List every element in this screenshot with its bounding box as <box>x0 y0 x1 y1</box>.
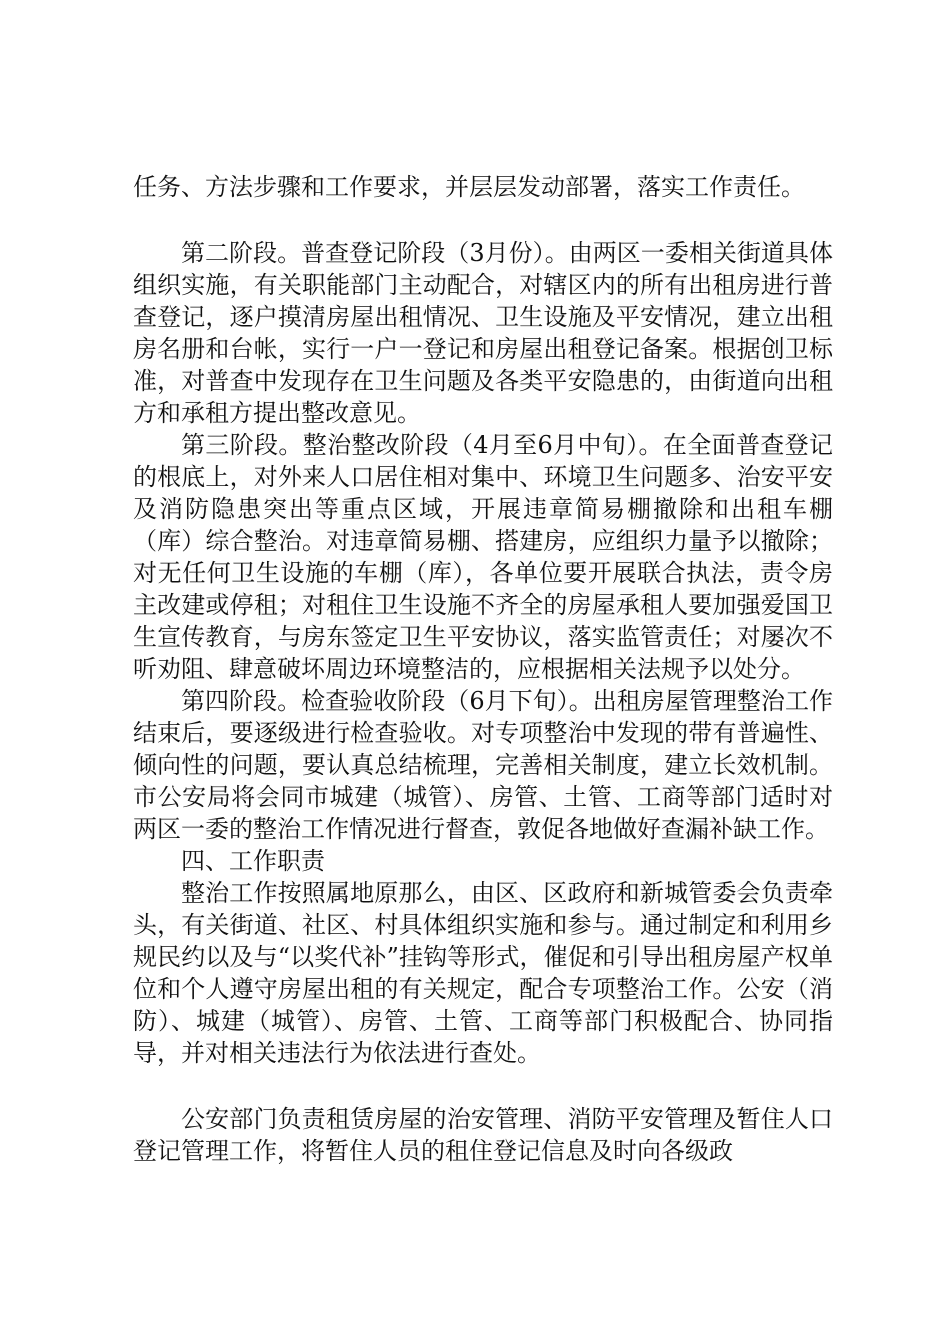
paragraph-stage-three: 第三阶段。整治整改阶段（4月至6月中旬）。在全面普查登记的根底上，对外来人口居住相对集中、环境卫生问题多、治安平安及消防隐患突出等重点区域，开展违章简易棚撤除和出租车棚（库）综合整治。对违章简易棚、搭建房，应组织力量予以撤除；对无任何卫生设施的车棚（库），各单位要开展联合执法，责令房主改建或停租；对租住卫生设施不齐全的房屋承租人要加强爱国卫生宣传教育，与房东签定卫生平安协议，落实监管责任；对屡次不听劝阻、肆意破坏周边环境整洁的，应根据相关法规予以处分。 <box>133 431 833 683</box>
paragraph-responsibilities: 整治工作按照属地原那么，由区、区政府和新城管委会负责牵头，有关街道、社区、村具体组织实施和参与。通过制定和利用乡规民约以及与“以奖代补”挂钩等形式，催促和引导出租房屋产权单位和个人遵守房屋出租的有关规定，配合专项整治工作。公安（消防）、城建（城管）、房管、土管、工商等部门积极配合、协同指导，并对相关违法行为依法进行查处。 <box>133 879 833 1067</box>
paragraph-stage-four: 第四阶段。检查验收阶段（6月下旬）。出租房屋管理整治工作结束后，要逐级进行检查验收。对专项整治中发现的带有普遍性、倾向性的问题，要认真总结梳理，完善相关制度，建立长效机制。市公安局将会同市城建（城管）、房管、土管、工商等部门适时对两区一委的整治工作情况进行督查，敦促各地做好查漏补缺工作。 <box>133 687 833 843</box>
paragraph-stage-two: 第二阶段。普查登记阶段（3月份）。由两区一委相关街道具体组织实施，有关职能部门主动配合，对辖区内的所有出租房进行普查登记，逐户摸清房屋出租情况、卫生设施及平安情况，建立出租房名册和台帐，实行一户一登记和房屋出租登记备案。根据创卫标准，对普查中发现存在卫生问题及各类平安隐患的，由街道向出租方和承租方提出整改意见。 <box>133 239 833 427</box>
paragraph-continuation: 任务、方法步骤和工作要求，并层层发动部署，落实工作责任。 <box>133 173 805 201</box>
document-body <box>133 171 833 1167</box>
section-heading-responsibilities: 四、工作职责 <box>181 847 325 875</box>
paragraph-police-duties: 公安部门负责租赁房屋的治安管理、消防平安管理及暂住人口登记管理工作，将暂住人员的租住登记信息及时向各级政 <box>133 1105 833 1165</box>
